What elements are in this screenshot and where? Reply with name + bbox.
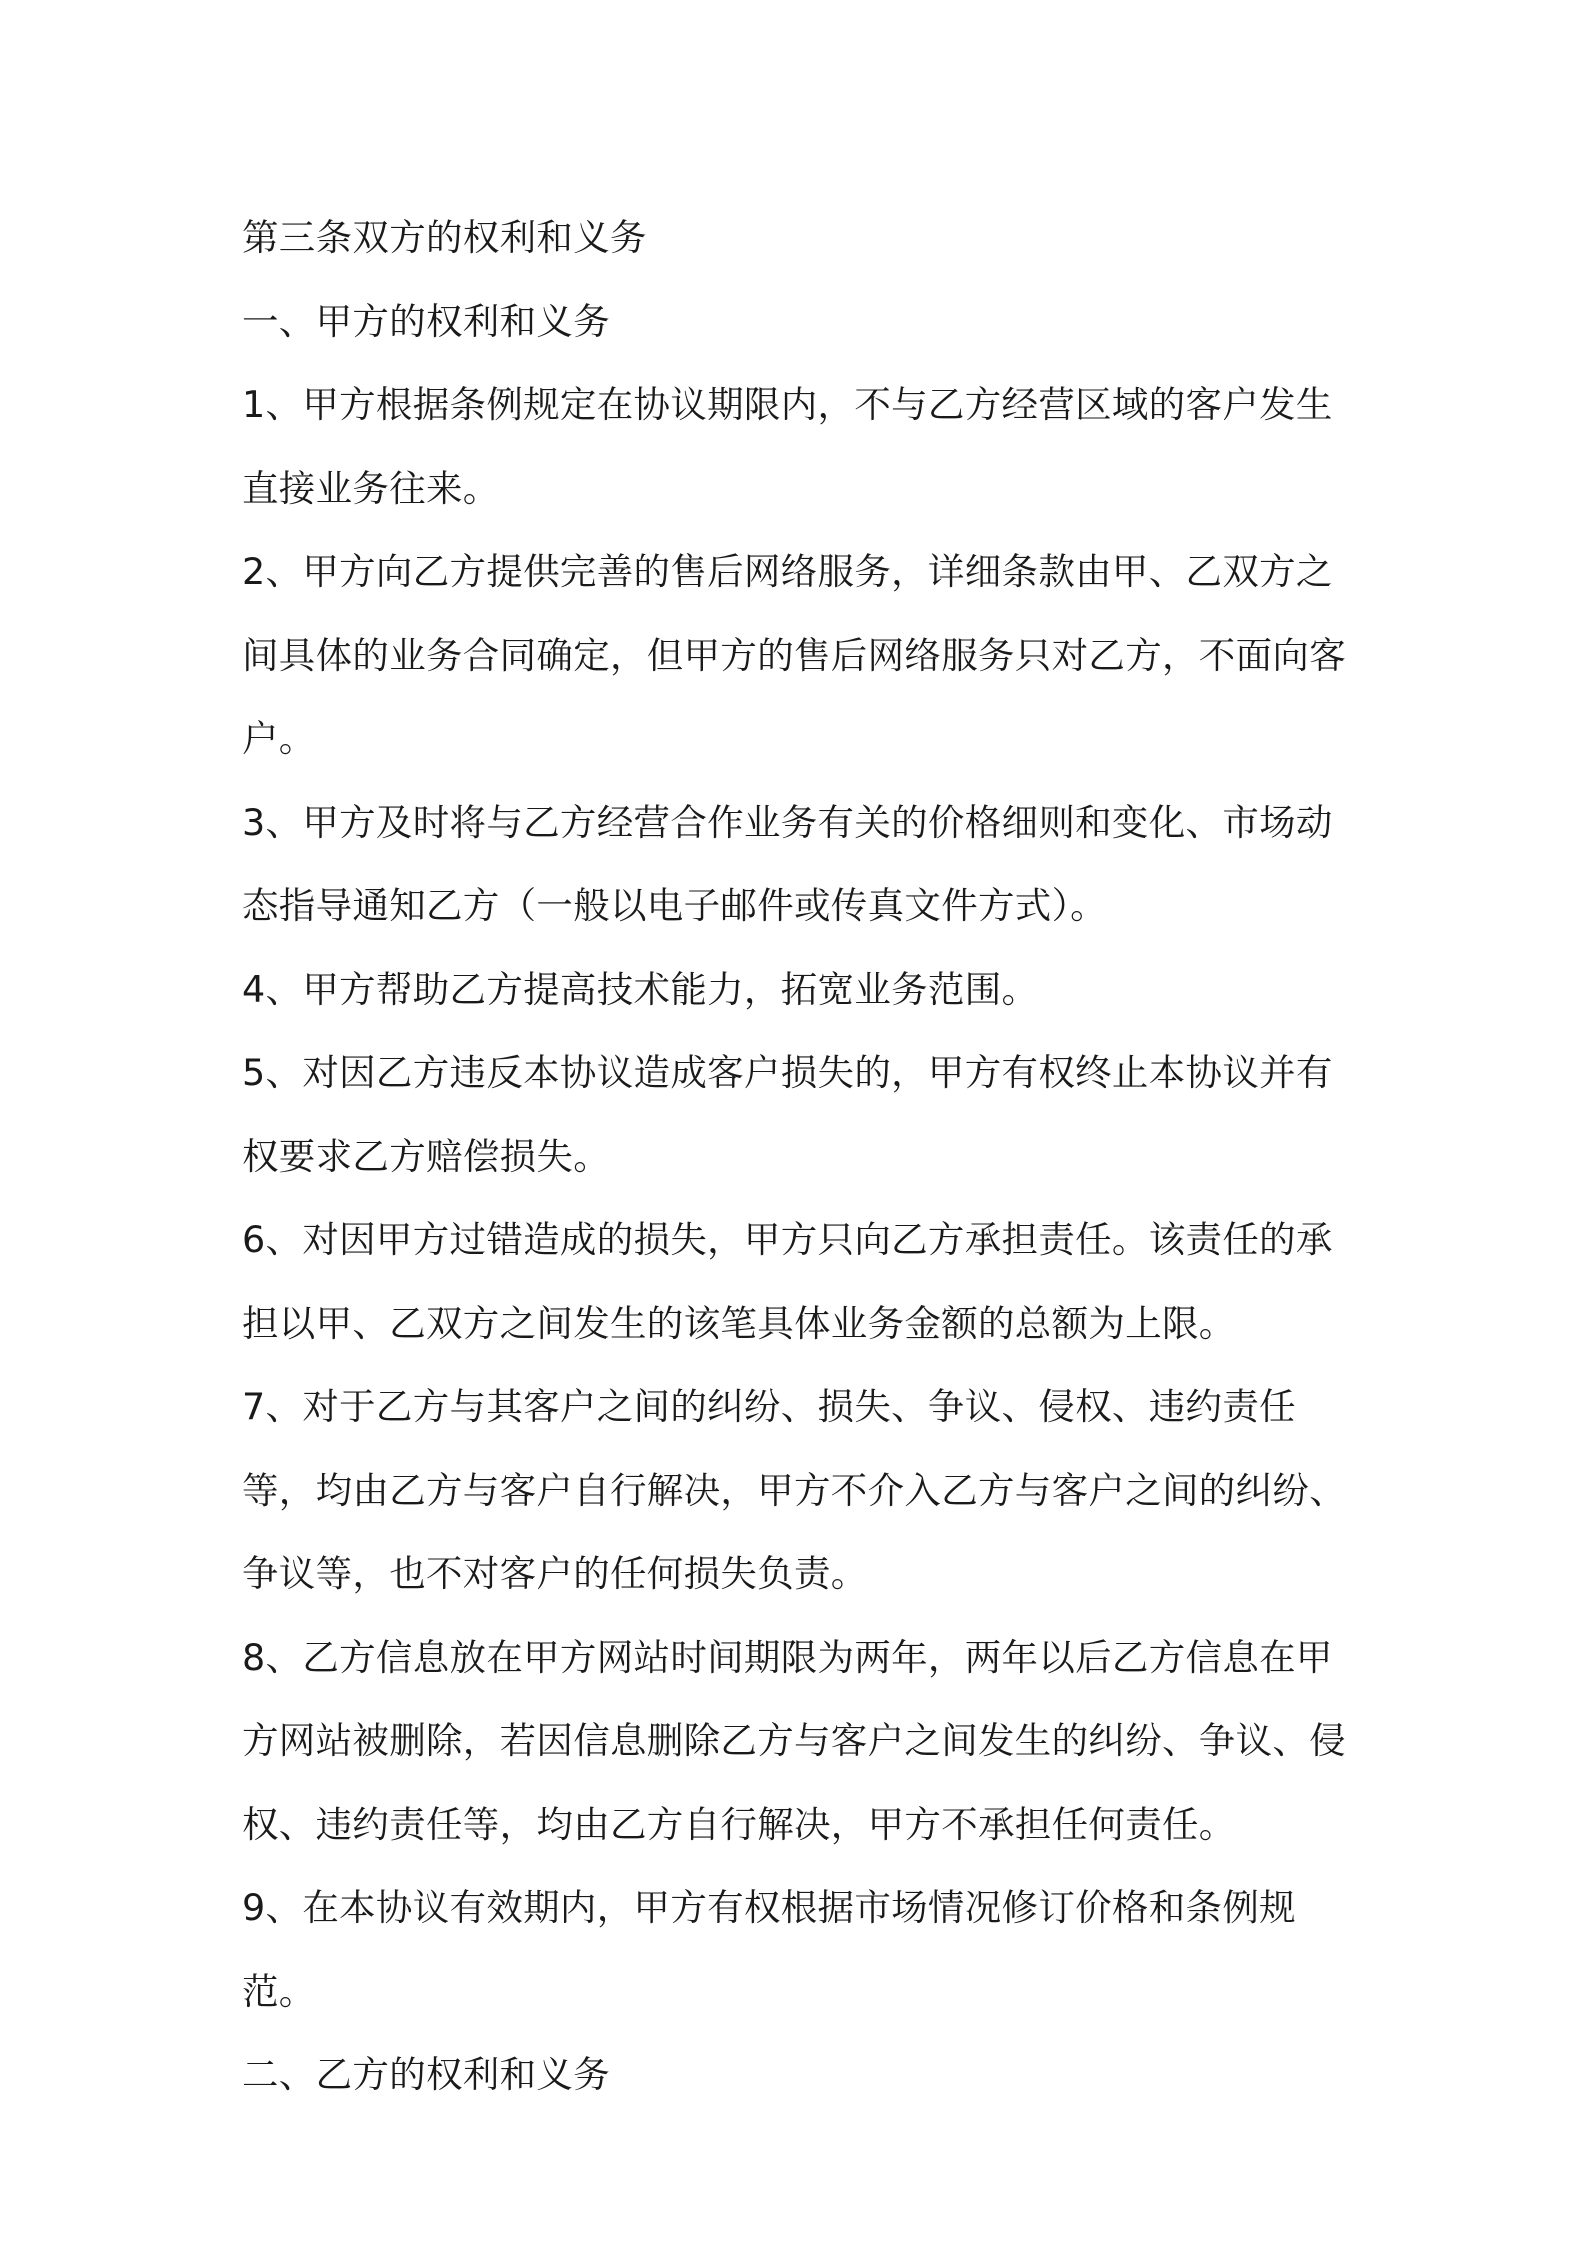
clause-1: 1、甲方根据条例规定在协议期限内，不与乙方经营区域的客户发生直接业务往来。: [242, 383, 1333, 510]
clause-5: 5、对因乙方违反本协议造成客户损失的，甲方有权终止本协议并有权要求乙方赔偿损失。: [242, 1051, 1333, 1178]
section-heading-party-a: 一、甲方的权利和义务: [242, 299, 610, 343]
clause-6: 6、对因甲方过错造成的损失，甲方只向乙方承担责任。该责任的承担以甲、乙双方之间发生的该笔具体业务金额的总额为上限。: [242, 1218, 1333, 1345]
clause-9: 9、在本协议有效期内，甲方有权根据市场情况修订价格和条例规范。: [242, 1886, 1296, 2013]
section-heading-party-b: 二、乙方的权利和义务: [242, 2053, 610, 2096]
clause-4: 4、甲方帮助乙方提高技术能力，拓宽业务范围。: [242, 967, 1039, 1011]
article-title: 第三条双方的权利和义务: [242, 216, 647, 259]
clause-7: 7、对于乙方与其客户之间的纠纷、损失、争议、侵权、违约责任等，均由乙方与客户自行解决，甲方不介入乙方与客户之间的纠纷、争议等，也不对客户的任何损失负责。: [242, 1385, 1346, 1595]
document-body: [242, 196, 1362, 2117]
clause-3: 3、甲方及时将与乙方经营合作业务有关的价格细则和变化、市场动态指导通知乙方（一般以电子邮件或传真文件方式）。: [242, 800, 1333, 927]
clause-8: 8、乙方信息放在甲方网站时间期限为两年，两年以后乙方信息在甲方网站被删除，若因信息删除乙方与客户之间发生的纠纷、争议、侵权、违约责任等，均由乙方自行解决，甲方不承担任何责任。: [242, 1635, 1346, 1846]
clause-2: 2、甲方向乙方提供完善的售后网络服务，详细条款由甲、乙双方之间具体的业务合同确定，但甲方的售后网络服务只对乙方，不面向客户。: [242, 550, 1346, 760]
